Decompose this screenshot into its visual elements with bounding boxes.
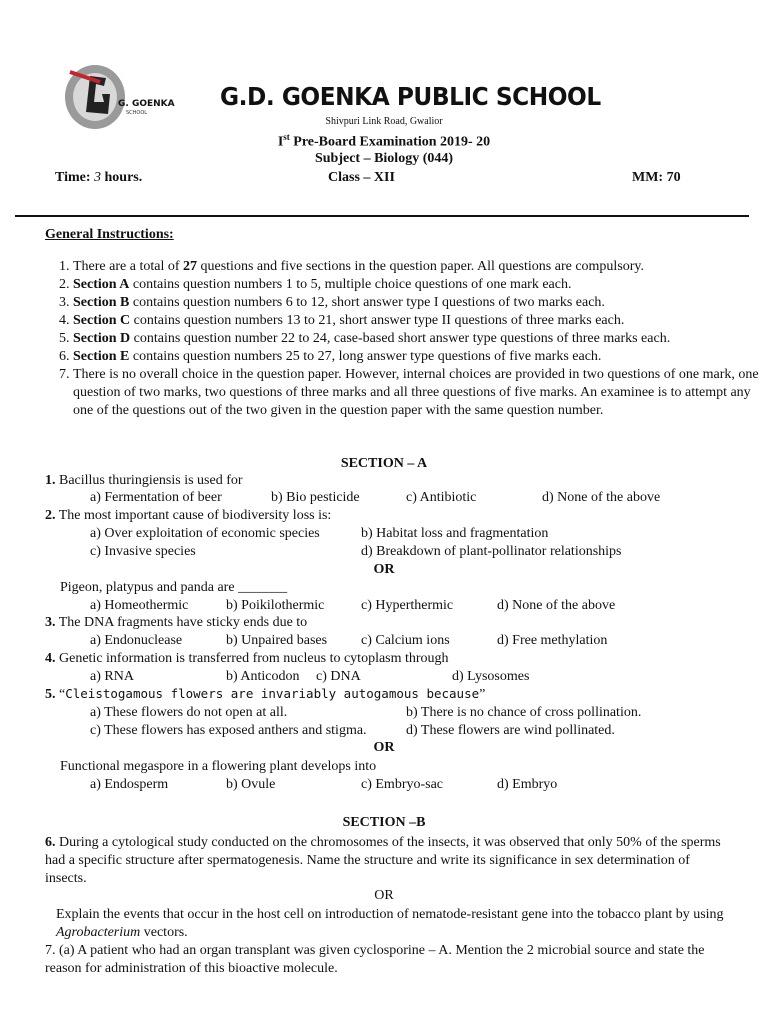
header-divider	[15, 215, 749, 217]
question-4: 4. Genetic information is transferred from nucleus to cytoplasm through	[45, 651, 449, 666]
q4-option-a: a) RNA	[90, 669, 134, 684]
instruction-item: 7. There is no overall choice in the question paper. However, internal choices are provided in two questions of one mark, one question of two marks, two questions of three marks and all three questions of five marks. An examinee is to attempt any one of the questions out of the two given in the question paper with the same question number.	[73, 366, 763, 420]
question-7: 7. (a) A patient who had an organ transplant was given cyclosporine – A. Mention the 2 microbial source and state the reason for administration of this bioactive molecule.	[45, 943, 705, 976]
or-divider: OR	[373, 740, 395, 755]
exam-title	[0, 132, 768, 151]
q5-option-c: c) These flowers has exposed anthers and stigma.	[90, 723, 367, 738]
school-address: Shivpuri Link Road, Gwalior	[325, 116, 443, 127]
q4-option-c: c) DNA	[316, 669, 361, 684]
q3-option-a: a) Endonuclease	[90, 633, 183, 648]
q2-option-b: b) Habitat loss and fragmentation	[361, 526, 549, 541]
school-name: G.D. GOENKA PUBLIC SCHOOL	[220, 82, 601, 111]
instruction-item: 4. Section C contains question numbers 13 to 21, short answer type II questions of three marks each.	[73, 312, 763, 330]
question-2: 2. The most important cause of biodiversity loss is:	[45, 508, 332, 523]
q4-option-d: d) Lysosomes	[452, 669, 530, 684]
section-b-title: SECTION –B	[342, 815, 426, 830]
q5-option-d: d) These flowers are wind pollinated.	[406, 723, 615, 738]
q5-option-b: b) There is no chance of cross pollination.	[406, 705, 642, 720]
q3-option-d: d) Free methylation	[497, 633, 608, 648]
q5alt-option-c: c) Embryo-sac	[361, 777, 444, 792]
q3-option-b: b) Unpaired bases	[226, 633, 328, 648]
time-label: Time: 3 hours.	[55, 170, 143, 185]
section-a-title: SECTION – A	[340, 456, 428, 471]
q1-option-c: c) Antibiotic	[406, 490, 477, 505]
instructions-list	[45, 258, 763, 420]
question-6-alternate: Explain the events that occur in the host cell on introduction of nematode-resistant gene into the tobacco plant by using Agrobacterium vectors.	[56, 907, 724, 940]
question-5-alternate: Functional megaspore in a flowering plant develops into	[60, 759, 377, 774]
instruction-item: 5. Section D contains question number 22 to 24, case-based short answer type questions of three marks each.	[73, 330, 763, 348]
logo-text: G. GOENKA	[118, 99, 175, 109]
q4-option-b: b) Anticodon	[226, 669, 300, 684]
question-3: 3. The DNA fragments have sticky ends due to	[45, 615, 308, 630]
instruction-item: 3. Section B contains question numbers 6 to 12, short answer type I questions of two marks each.	[73, 294, 763, 312]
q2-option-d: d) Breakdown of plant-pollinator relationships	[361, 544, 622, 559]
max-marks: MM: 70	[632, 170, 681, 185]
q5alt-option-d: d) Embryo	[497, 777, 558, 792]
q2alt-option-b: b) Poikilothermic	[226, 598, 325, 613]
question-6: 6. During a cytological study conducted on the chromosomes of the insects, it was observed that only 50% of the sperms had a specific structure after spermatogenesis. Name the structure and write its significance in sex determination of insects.	[45, 835, 721, 886]
question-2-alternate: Pigeon, platypus and panda are _______	[60, 580, 288, 595]
q1-option-b: b) Bio pesticide	[271, 490, 360, 505]
q3-option-c: c) Calcium ions	[361, 633, 450, 648]
class-label: Class – XII	[328, 170, 395, 185]
instructions-heading: General Instructions:	[45, 227, 174, 242]
instruction-item: 6. Section E contains question numbers 25 to 27, long answer type questions of five marks each.	[73, 348, 763, 366]
q5alt-option-a: a) Endosperm	[90, 777, 169, 792]
q5-option-a: a) These flowers do not open at all.	[90, 705, 288, 720]
exam-ordinal: I	[277, 134, 284, 150]
subject-line: Subject – Biology (044)	[314, 151, 454, 166]
q2-option-c: c) Invasive species	[90, 544, 196, 559]
q1-option-a: a) Fermentation of beer	[90, 490, 222, 505]
question-5: 5. “Cleistogamous flowers are invariably autogamous because”	[45, 686, 486, 702]
instruction-item: 2. Section A contains question numbers 1 to 5, multiple choice questions of one mark each.	[73, 276, 763, 294]
q2alt-option-a: a) Homeothermic	[90, 598, 189, 613]
exam-ordinal-sup: st	[283, 132, 290, 142]
q5alt-option-b: b) Ovule	[226, 777, 276, 792]
q2-option-a: a) Over exploitation of economic species	[90, 526, 320, 541]
exam-title-text: Pre-Board Examination 2019- 20	[293, 134, 491, 150]
q1-option-d: d) None of the above	[542, 490, 661, 505]
logo-subtext: SCHOOL	[126, 110, 148, 116]
q2alt-option-c: c) Hyperthermic	[361, 598, 454, 613]
or-divider: OR	[373, 562, 395, 577]
question-1: 1. Bacillus thuringiensis is used for	[45, 473, 243, 488]
q2alt-option-d: d) None of the above	[497, 598, 616, 613]
instruction-item: 1. There are a total of 27 questions and five sections in the question paper. All questions are compulsory.	[73, 258, 763, 276]
or-divider: OR	[374, 888, 394, 903]
